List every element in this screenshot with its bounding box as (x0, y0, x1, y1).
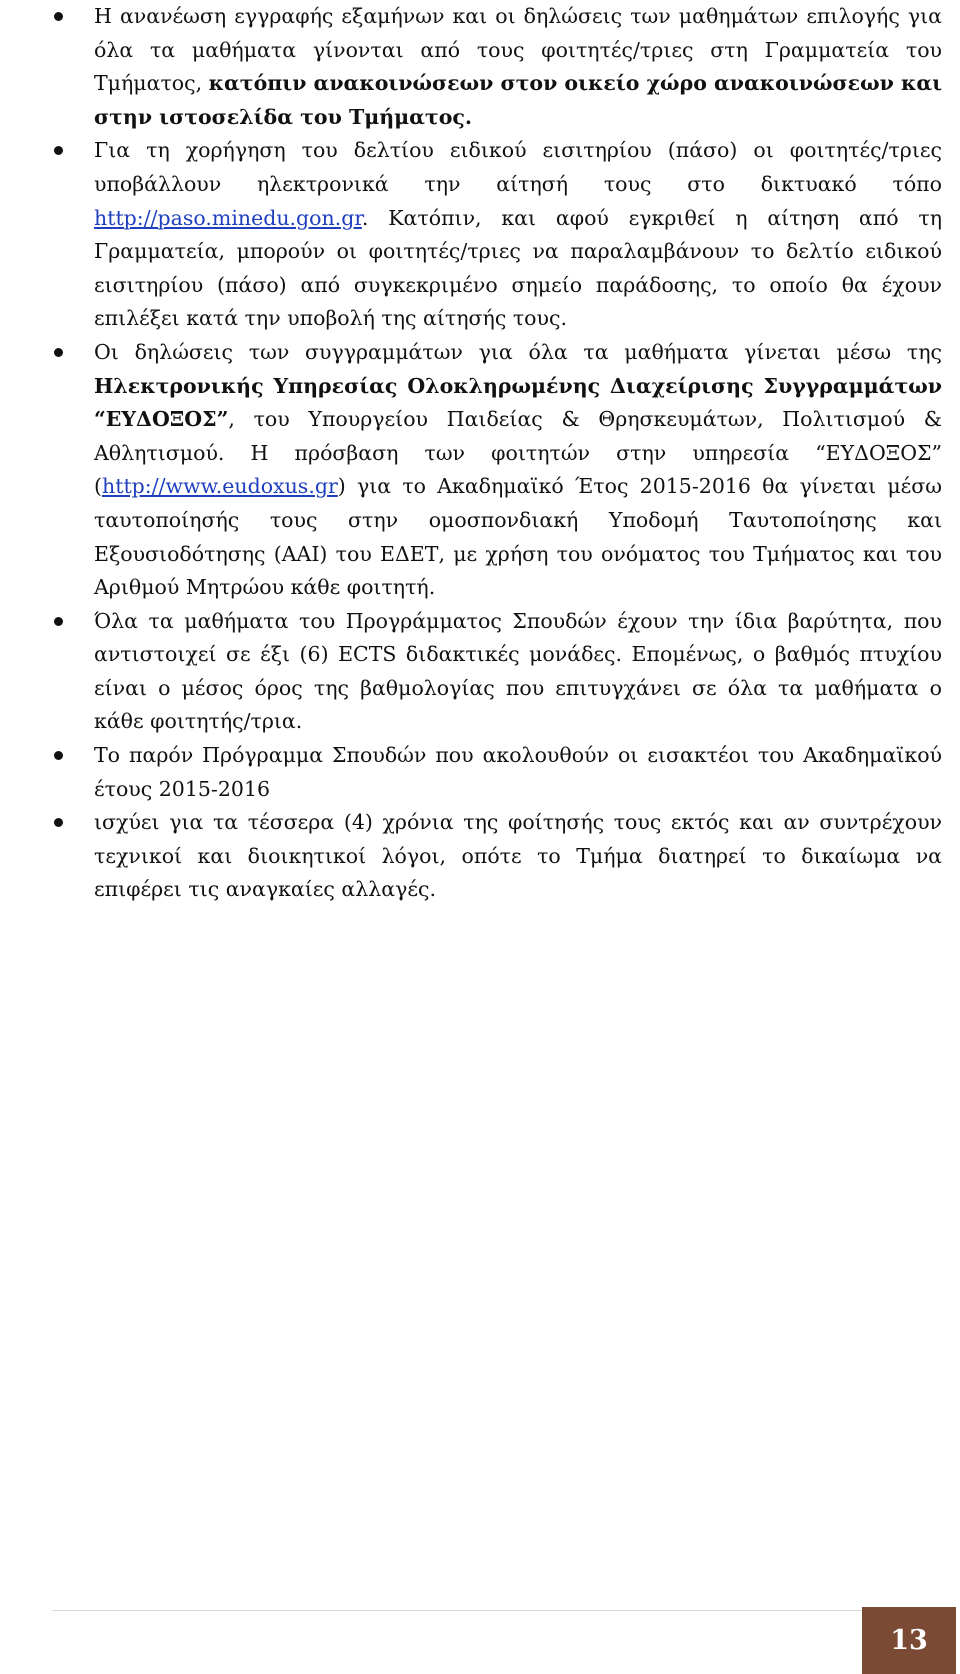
list-item (52, 605, 942, 739)
item-text: Η ανανέωση εγγραφής εξαμήνων και οι δηλώσεις των μαθημάτων επιλογής για όλα τα μαθήματα γίνονται από τους φοιτητές/τριες στη Γραμματεία του Τμήματος, (94, 4, 942, 96)
paso-link[interactable]: http://paso.minedu.gon.gr (94, 205, 362, 230)
bullet-dot-icon (54, 348, 63, 357)
bullet-list (52, 0, 942, 907)
bullet-dot-icon (54, 12, 63, 21)
item-text: Όλα τα μαθήματα του Προγράμματος Σπουδών έχουν την ίδια βαρύτητα, που αντιστοιχεί σε έξι (6) ECTS διδακτικές μονάδες. Επομένως, ο βαθμός πτυχίου είναι ο μέσος όρος της βαθμολογίας που επιτυγχάνει σε όλα τα μαθήματα ο κάθε φοιτητής/τρια. (94, 608, 942, 734)
list-item (52, 336, 942, 605)
item-text: Το παρόν Πρόγραμμα Σπουδών που ακολουθούν οι εισακτέοι του Ακαδημαϊκού έτους 2015-2016 (94, 743, 942, 801)
document-body (52, 0, 942, 907)
bullet-dot-icon (54, 146, 63, 155)
eudoxus-link[interactable]: http://www.eudoxus.gr (102, 474, 338, 499)
list-item (52, 806, 942, 907)
footer-divider (52, 1610, 942, 1611)
page-number-badge (862, 1607, 956, 1674)
list-item (52, 134, 942, 336)
item-text: Για τη χορήγηση του δελτίου ειδικού εισιτηρίου (πάσο) οι φοιτητές/τριες υποβάλλουν ηλεκτρονικά την αίτησή τους στο δικτυακό τόπο (94, 138, 942, 196)
item-bold-text: Ηλεκτρονικής Υπηρεσίας Ολοκληρωμένης Διαχείρισης Συγγραμμάτων “ΕΥΔΟΞΟΣ” (94, 373, 942, 432)
item-text: ) για το Ακαδημαϊκό Έτος 2015-2016 θα γίνεται μέσω ταυτοποίησής τους στην ομοσπονδιακή Υποδομή Ταυτοποίησης και Εξουσιοδότησης (ΑΑΙ) του ΕΔΕΤ, με χρήση του ονόματος του Τμήματος και του Αριθμού Μητρώου κάθε φοιτητή. (94, 474, 942, 600)
bullet-dot-icon (54, 751, 63, 760)
list-item (52, 0, 942, 134)
bullet-dot-icon (54, 818, 63, 827)
item-bold-text: κατόπιν ανακοινώσεων στον οικείο χώρο ανακοινώσεων και στην ιστοσελίδα του Τμήματος. (94, 71, 943, 129)
list-item (52, 739, 942, 806)
item-text: . Κατόπιν, και αφού εγκριθεί η αίτηση από τη Γραμματεία, μπορούν οι φοιτητές/τριες να παραλαμβάνουν το δελτίο ειδικού εισιτηρίου (πάσο) από συγκεκριμένο σημείο παράδοσης, το οποίο θα έχουν επιλέξει κατά την υποβολή της αίτησής τους. (94, 205, 942, 331)
item-text: , του Υπουργείου Παιδείας & Θρησκευμάτων, Πολιτισμού & Αθλητισμού. Η πρόσβαση των φοιτητών στην υπηρεσία “ΕΥΔΟΞΟΣ” ( (94, 407, 942, 499)
page-number: 13 (890, 1625, 928, 1656)
item-text: ισχύει για τα τέσσερα (4) χρόνια της φοίτησής τους εκτός και αν συντρέχουν τεχνικοί και διοικητικοί λόγοι, οπότε το Τμήμα διατηρεί το δικαίωμα να επιφέρει τις αναγκαίες αλλαγές. (94, 810, 942, 902)
item-text: Οι δηλώσεις των συγγραμμάτων για όλα τα μαθήματα γίνεται μέσω της (94, 339, 942, 364)
bullet-dot-icon (54, 617, 63, 626)
